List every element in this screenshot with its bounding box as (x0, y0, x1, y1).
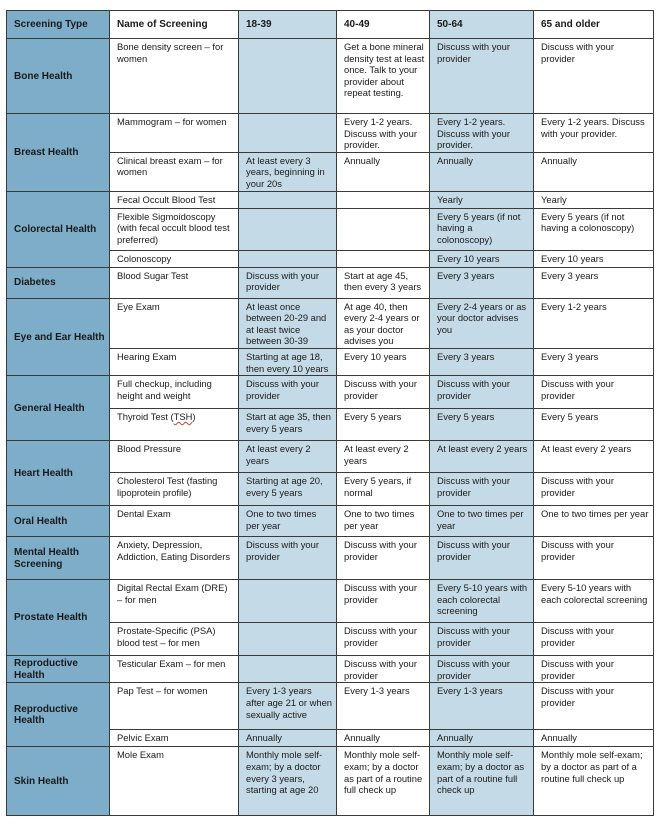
age-65-plus-cell: Discuss with your provider (534, 39, 654, 114)
age-18-39-cell: At least every 2 years (239, 441, 337, 473)
table-row (7, 441, 654, 473)
age-50-64-cell: Annually (430, 152, 534, 191)
screening-name-cell: Pap Test – for women (110, 683, 239, 730)
header-row (7, 11, 654, 39)
age-18-39-cell (239, 114, 337, 153)
screening-type-cell: Breast Health (7, 114, 110, 192)
table-row (7, 747, 654, 816)
age-50-64-cell: Discuss with your provider (430, 623, 534, 656)
table-row (7, 683, 654, 730)
age-40-49-cell: Discuss with your provider (337, 376, 430, 409)
table-row (7, 39, 654, 114)
screening-name-cell: Full checkup, including height and weight (110, 376, 239, 409)
age-50-64-cell: Every 3 years (430, 348, 534, 375)
age-40-49-cell: At least every 2 years (337, 441, 430, 473)
age-50-64-cell: Every 5 years (430, 409, 534, 441)
screening-name-cell: Mole Exam (110, 747, 239, 816)
screening-type-cell: Eye and Ear Health (7, 298, 110, 376)
age-40-49-cell: Discuss with your provider (337, 656, 430, 683)
age-40-49-cell: Discuss with your provider (337, 537, 430, 580)
age-18-39-cell: Start at age 35, then every 5 years (239, 409, 337, 441)
screening-type-cell: Mental Health Screening (7, 537, 110, 580)
age-65-plus-cell: Every 10 years (534, 250, 654, 267)
screening-type-cell: Heart Health (7, 441, 110, 506)
age-65-plus-cell: One to two times per year (534, 506, 654, 537)
age-50-64-cell: Every 1-3 years (430, 683, 534, 730)
age-40-49-cell: One to two times per year (337, 506, 430, 537)
screening-name-cell: Flexible Sigmoidoscopy (with fecal occult blood test preferred) (110, 208, 239, 250)
age-40-49-cell (337, 250, 430, 267)
age-18-39-cell (239, 623, 337, 656)
age-40-49-cell (337, 191, 430, 208)
header-age-18-39: 18-39 (239, 11, 337, 39)
age-65-plus-cell: Discuss with your provider (534, 683, 654, 730)
age-18-39-cell (239, 39, 337, 114)
age-40-49-cell: Every 10 years (337, 348, 430, 375)
age-50-64-cell: Every 2-4 years or as your doctor advises you (430, 298, 534, 348)
age-50-64-cell: Annually (430, 730, 534, 747)
screening-name-cell: Clinical breast exam – for women (110, 152, 239, 191)
table-row (7, 376, 654, 409)
thyroid-name-tsh: TSH (173, 411, 193, 423)
age-18-39-cell (239, 208, 337, 250)
age-40-49-cell: Every 1-2 years. Discuss with your provider. (337, 114, 430, 153)
age-50-64-cell: Discuss with your provider (430, 473, 534, 506)
age-18-39-cell: Annually (239, 730, 337, 747)
age-40-49-cell: Get a bone mineral density test at least once. Talk to your provider about repeat testing. (337, 39, 430, 114)
age-65-plus-cell: Discuss with your provider (534, 376, 654, 409)
screening-name-cell: Colonoscopy (110, 250, 239, 267)
age-65-plus-cell: Discuss with your provider (534, 537, 654, 580)
screening-name-cell: Anxiety, Depression, Addiction, Eating Disorders (110, 537, 239, 580)
age-50-64-cell: Monthly mole self-exam; by a doctor as part of a routine full check up (430, 747, 534, 816)
age-40-49-cell: Every 1-3 years (337, 683, 430, 730)
age-18-39-cell: Discuss with your provider (239, 537, 337, 580)
age-50-64-cell: Every 5-10 years with each colorectal screening (430, 580, 534, 623)
thyroid-name-post: ) (192, 411, 196, 423)
table-row (7, 580, 654, 623)
screening-type-cell: Reproductive Health (7, 683, 110, 747)
age-18-39-cell: Monthly mole self-exam; by a doctor every 3 years, starting at age 20 (239, 747, 337, 816)
screening-table (6, 10, 654, 816)
age-40-49-cell: Discuss with your provider (337, 623, 430, 656)
age-18-39-cell: At least once between 20-29 and at least twice between 30-39 (239, 298, 337, 348)
age-50-64-cell: Every 1-2 years. Discuss with your provider. (430, 114, 534, 153)
age-18-39-cell (239, 580, 337, 623)
age-18-39-cell: Starting at age 18, then every 10 years (239, 348, 337, 375)
age-65-plus-cell: Every 3 years (534, 348, 654, 375)
age-18-39-cell (239, 250, 337, 267)
age-40-49-cell: Monthly mole self-exam; by a doctor as part of a routine full check up (337, 747, 430, 816)
header-age-40-49: 40-49 (337, 11, 430, 39)
age-50-64-cell: Every 10 years (430, 250, 534, 267)
age-50-64-cell: Discuss with your provider (430, 656, 534, 683)
table-row (7, 298, 654, 348)
age-18-39-cell: Discuss with your provider (239, 376, 337, 409)
age-40-49-cell: At age 40, then every 2-4 years or as your doctor advises you (337, 298, 430, 348)
age-65-plus-cell: Discuss with your provider (534, 473, 654, 506)
age-18-39-cell (239, 191, 337, 208)
age-40-49-cell: Discuss with your provider (337, 580, 430, 623)
age-65-plus-cell: Yearly (534, 191, 654, 208)
age-50-64-cell: Yearly (430, 191, 534, 208)
age-65-plus-cell: Every 3 years (534, 267, 654, 298)
age-18-39-cell (239, 656, 337, 683)
header-screening-type: Screening Type (7, 11, 110, 39)
age-40-49-cell: Every 5 years, if normal (337, 473, 430, 506)
screening-name-cell: Pelvic Exam (110, 730, 239, 747)
table-row (7, 506, 654, 537)
screening-type-cell: Reproductive Health (7, 656, 110, 683)
screening-name-cell: Testicular Exam – for men (110, 656, 239, 683)
age-18-39-cell: Discuss with your provider (239, 267, 337, 298)
age-65-plus-cell: Monthly mole self-exam; by a doctor as part of a routine full check up (534, 747, 654, 816)
screening-name-cell: Mammogram – for women (110, 114, 239, 153)
table-row (7, 267, 654, 298)
age-18-39-cell: At least every 3 years, beginning in your 20s (239, 152, 337, 191)
table-row (7, 537, 654, 580)
age-65-plus-cell: Every 1-2 years (534, 298, 654, 348)
screening-type-cell: General Health (7, 376, 110, 441)
age-65-plus-cell: At least every 2 years (534, 441, 654, 473)
age-40-49-cell (337, 208, 430, 250)
age-65-plus-cell: Every 1-2 years. Discuss with your provider. (534, 114, 654, 153)
age-40-49-cell: Start at age 45, then every 3 years (337, 267, 430, 298)
age-65-plus-cell: Every 5 years (534, 409, 654, 441)
header-age-65-plus: 65 and older (534, 11, 654, 39)
header-age-50-64: 50-64 (430, 11, 534, 39)
age-18-39-cell: Starting at age 20, every 5 years (239, 473, 337, 506)
age-65-plus-cell: Discuss with your provider (534, 656, 654, 683)
age-65-plus-cell: Annually (534, 730, 654, 747)
age-50-64-cell: Every 3 years (430, 267, 534, 298)
screening-type-cell: Bone Health (7, 39, 110, 114)
age-65-plus-cell: Every 5-10 years with each colorectal screening (534, 580, 654, 623)
age-40-49-cell: Annually (337, 152, 430, 191)
table-row (7, 191, 654, 208)
age-40-49-cell: Annually (337, 730, 430, 747)
age-18-39-cell: Every 1-3 years after age 21 or when sexually active (239, 683, 337, 730)
age-50-64-cell: At least every 2 years (430, 441, 534, 473)
screening-type-cell: Oral Health (7, 506, 110, 537)
screening-name-cell (110, 409, 239, 441)
screening-type-cell: Skin Health (7, 747, 110, 816)
age-50-64-cell: Discuss with your provider (430, 376, 534, 409)
screening-name-cell: Cholesterol Test (fasting lipoprotein profile) (110, 473, 239, 506)
screening-name-cell: Eye Exam (110, 298, 239, 348)
screening-name-cell: Digital Rectal Exam (DRE) – for men (110, 580, 239, 623)
age-50-64-cell: Discuss with your provider (430, 39, 534, 114)
age-65-plus-cell: Every 5 years (if not having a colonoscopy) (534, 208, 654, 250)
age-40-49-cell: Every 5 years (337, 409, 430, 441)
screening-name-cell: Blood Pressure (110, 441, 239, 473)
table-row (7, 114, 654, 153)
screening-name-cell: Fecal Occult Blood Test (110, 191, 239, 208)
age-50-64-cell: Discuss with your provider (430, 537, 534, 580)
screening-type-cell: Colorectal Health (7, 191, 110, 267)
screening-name-cell: Dental Exam (110, 506, 239, 537)
screening-name-cell: Prostate-Specific (PSA) blood test – for men (110, 623, 239, 656)
table-row (7, 656, 654, 683)
age-65-plus-cell: Discuss with your provider (534, 623, 654, 656)
screening-name-cell: Hearing Exam (110, 348, 239, 375)
screening-name-cell: Bone density screen – for women (110, 39, 239, 114)
age-18-39-cell: One to two times per year (239, 506, 337, 537)
age-65-plus-cell: Annually (534, 152, 654, 191)
screening-type-cell: Prostate Health (7, 580, 110, 656)
screening-name-cell: Blood Sugar Test (110, 267, 239, 298)
thyroid-name-pre: Thyroid Test ( (117, 411, 174, 423)
header-name-of-screening: Name of Screening (110, 11, 239, 39)
age-50-64-cell: Every 5 years (if not having a colonoscopy) (430, 208, 534, 250)
age-50-64-cell: One to two times per year (430, 506, 534, 537)
screening-type-cell: Diabetes (7, 267, 110, 298)
